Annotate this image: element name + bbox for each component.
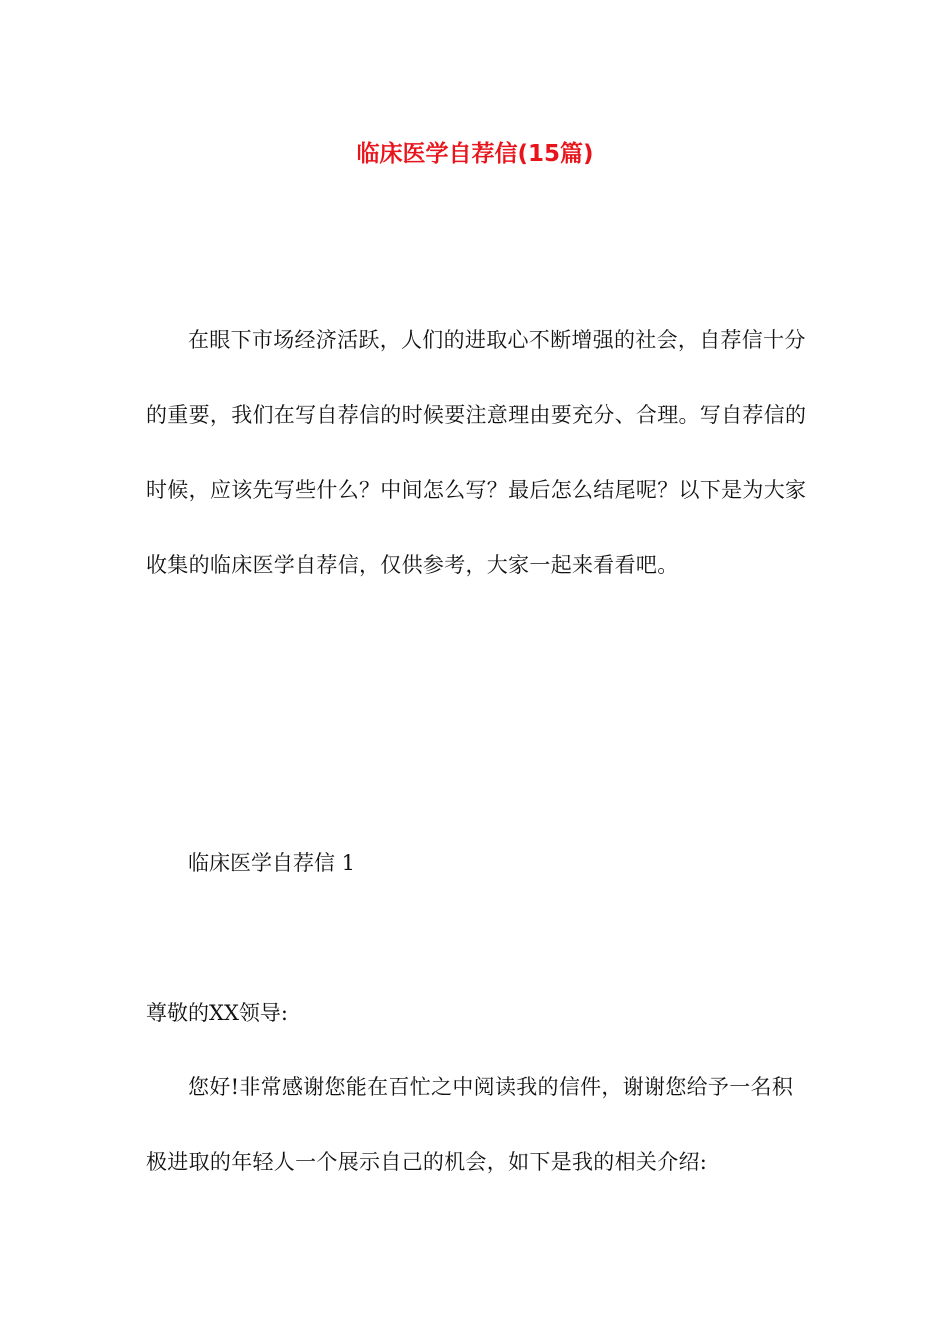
intro-paragraph: 在眼下市场经济活跃，人们的进取心不断增强的社会，自荐信十分的重要，我们在写自荐信的时候要注意理由要充分、合理。写自荐信的时候，应该先写些什么？中间怎么写？最后怎么结尾呢？以下是为大家收集的临床医学自荐信，仅供参考，大家一起来看看吧。 — [146, 328, 807, 577]
body-paragraph: 您好!非常感谢您能在百忙之中阅读我的信件，谢谢您给予一名积极进取的年轻人一个展示自己的机会，如下是我的相关介绍: — [146, 1075, 794, 1174]
document-title: 临床医学自荐信(15篇) — [356, 141, 594, 167]
salutation: 尊敬的XX领导: — [146, 1001, 288, 1025]
section-heading: 临床医学自荐信 1 — [188, 851, 356, 875]
